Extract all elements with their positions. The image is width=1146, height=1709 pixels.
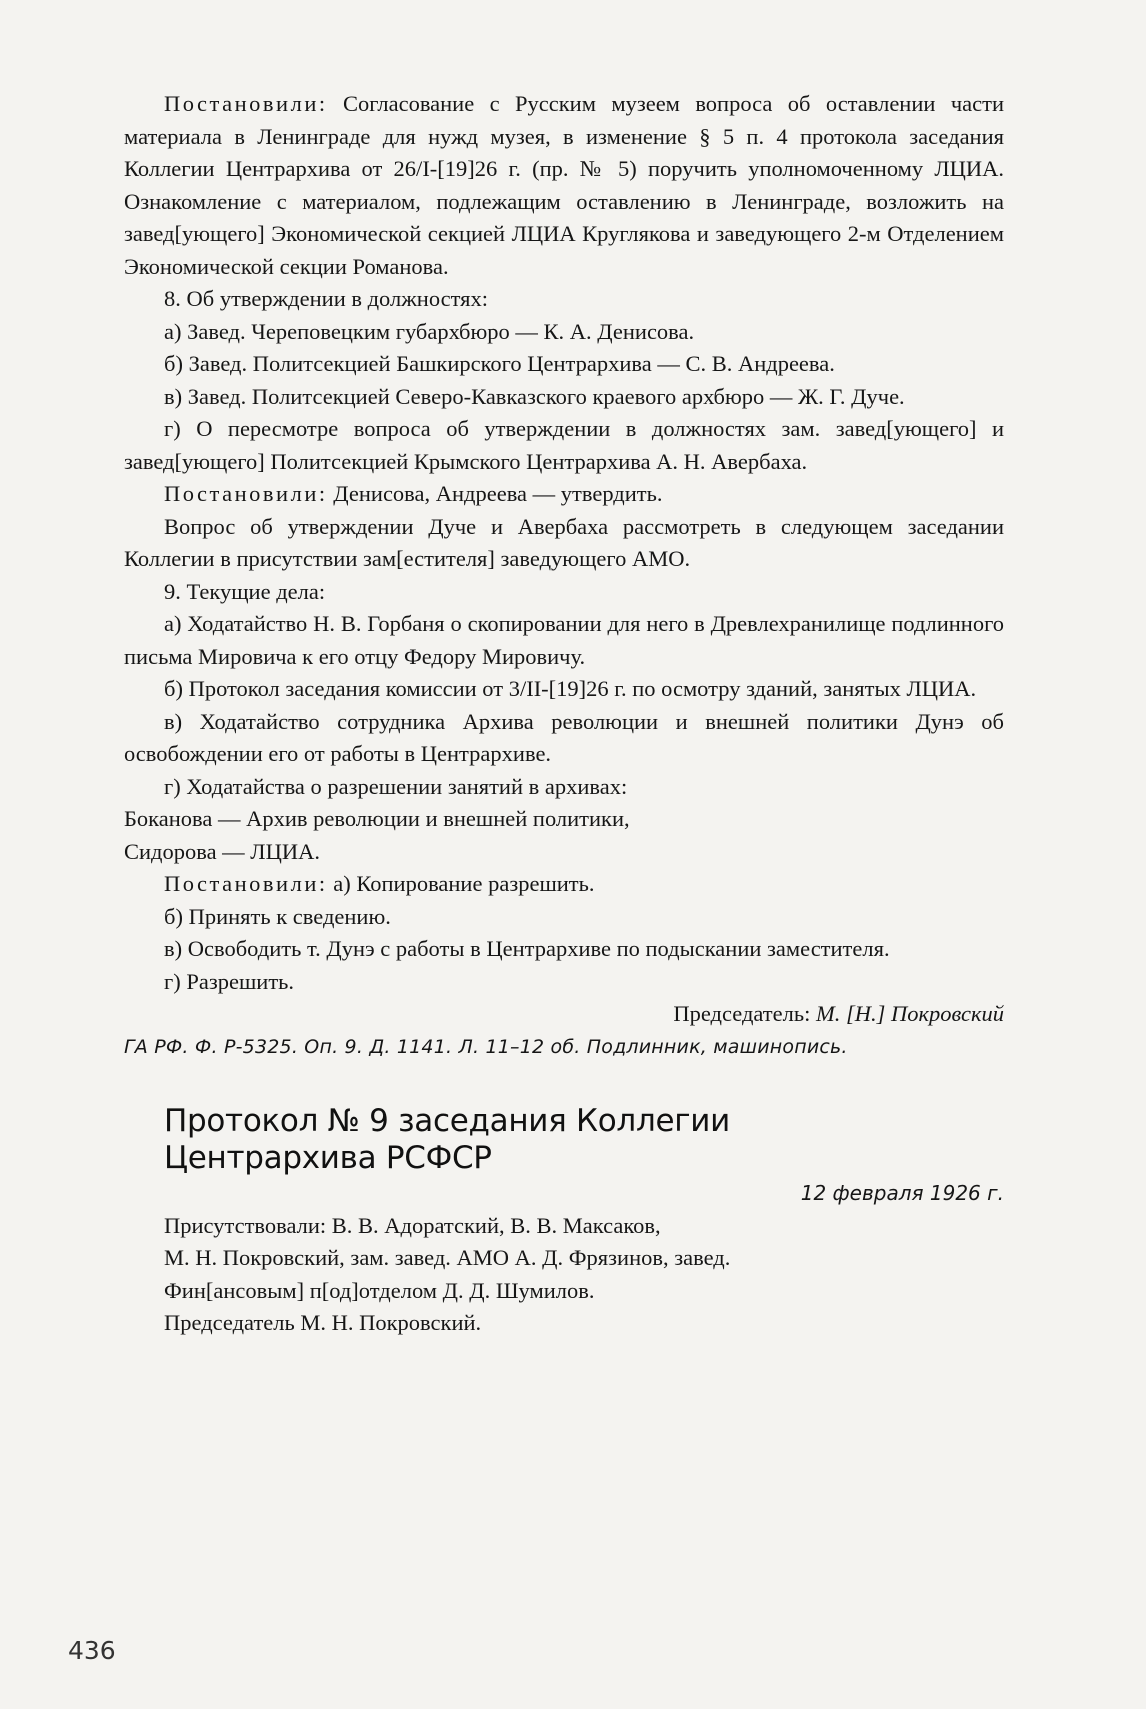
- chairman-label: Председатель:: [673, 1001, 816, 1026]
- item8-decision-text: Денисова, Андреева — утвердить.: [327, 481, 663, 506]
- item8-title: 8. Об утверждении в должностях:: [164, 286, 489, 311]
- decision-text: Согласование с Русским музеем вопроса об оставлении части материала в Ленинграде для нужд музея, в изменение § 5 п. 4 протокола заседания Коллегии Центрархива от 26/I-[19]26 г. (пр. № 5) поручить уполномоченному ЛЦИА. Ознакомление с материалом, подлежащим оставлению в Ленинграде, возложить на завед[ующего] Экономической секцией ЛЦИА Круглякова и заведующего 2-м Отделением Экономической секции Романова.: [124, 91, 1004, 279]
- item9-decision-b: б) Принять к сведению.: [164, 903, 391, 929]
- item9-decision-v: в) Освободить т. Дунэ с работы в Центрархиве по подыскании заместителя.: [164, 936, 890, 961]
- item8-g: г) О пересмотре вопроса об утверждении в должностях зам. завед[ующего] и завед[ующего] Политсекцией Крымского Центрархива А. Н. Авербаха.: [124, 416, 1004, 474]
- item9-g-1: Боканова — Архив революции и внешней политики,: [124, 806, 630, 831]
- item8-b: б) Завед. Политсекцией Башкирского Центрархива — С. В. Андреева.: [164, 351, 835, 376]
- item9-decision: [124, 868, 1004, 901]
- item9-b: б) Протокол заседания комиссии от 3/II-[19]26 г. по осмотру зданий, занятых ЛЦИА.: [164, 676, 977, 701]
- item8-v: в) Завед. Политсекцией Северо-Кавказского краевого архбюро — Ж. Г. Дуче.: [164, 383, 905, 409]
- item9-decision-label: Постановили:: [164, 871, 328, 896]
- decision-label: Постановили:: [164, 91, 328, 116]
- item9-v: в) Ходатайство сотрудника Архива революции и внешней политики Дунэ об освобождении его от работы в Центрархиве.: [124, 708, 1004, 766]
- protocol9-date: 12 февраля 1926 г.: [800, 1181, 1004, 1205]
- archival-source: ГА РФ. Ф. Р-5325. Оп. 9. Д. 1141. Л. 11–12 об. Подлинник, машинопись.: [124, 1035, 848, 1058]
- chairman-name: М. [Н.] Покровский: [815, 1001, 1004, 1026]
- item8-decision: [124, 478, 1004, 511]
- protocol9-heading: [164, 1103, 1004, 1177]
- item8-a: а) Завед. Череповецким губархбюро — К. А. Денисова.: [164, 318, 695, 344]
- page-content: [124, 88, 1004, 1340]
- item9-g: г) Ходатайства о разрешении занятий в архивах:: [164, 773, 628, 799]
- page-number: 436: [68, 1636, 116, 1665]
- decision-paragraph: [124, 88, 1004, 283]
- item9-decision-a: а) Копирование разрешить.: [327, 871, 595, 896]
- item9-decision-g: г) Разрешить.: [164, 968, 295, 994]
- item9-title: 9. Текущие дела:: [164, 578, 326, 604]
- present-line2: М. Н. Покровский, зам. завед. АМО А. Д. Фрязинов, завед.: [164, 1245, 731, 1270]
- protocol9-title-line2: Центрархива РСФСР: [164, 1140, 492, 1176]
- present-line3: Фин[ансовым] п[од]отделом Д. Д. Шумилов.: [164, 1277, 595, 1303]
- protocol9-title-line1: Протокол № 9 заседания Коллегии: [164, 1103, 730, 1139]
- item8-decision-label: Постановили:: [164, 481, 328, 506]
- item8-note: Вопрос об утверждении Дуче и Авербаха рассмотреть в следующем заседании Коллегии в присутствии зам[естителя] заведующего АМО.: [124, 513, 1004, 571]
- item9-a: а) Ходатайство Н. В. Горбаня о скопировании для него в Древлехранилище подлинного письма Мировича к его отцу Федору Мировичу.: [124, 611, 1004, 669]
- protocol9-chairman: Председатель М. Н. Покровский.: [164, 1310, 482, 1335]
- item9-g-2: Сидорова — ЛЦИА.: [124, 838, 320, 864]
- chairman-signature: [124, 998, 1004, 1031]
- present-line1: Присутствовали: В. В. Адоратский, В. В. Максаков,: [164, 1212, 661, 1238]
